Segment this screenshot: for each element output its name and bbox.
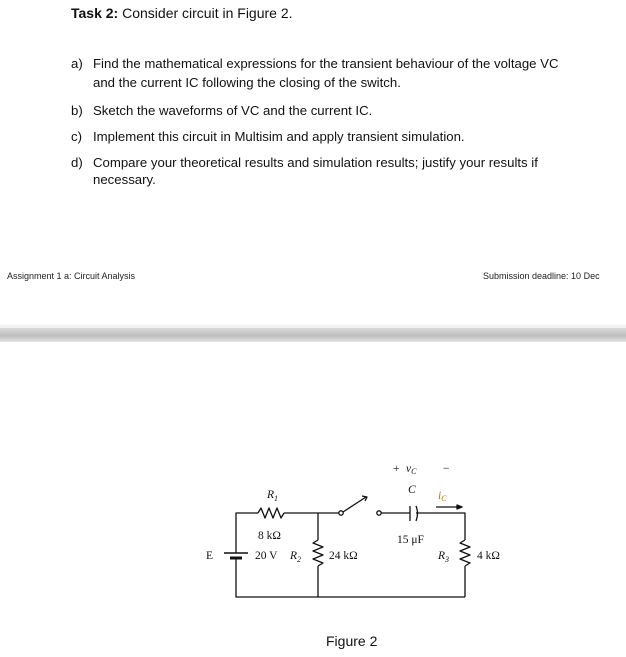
question-label: d) <box>71 155 83 170</box>
vc-plus: + <box>393 463 400 475</box>
r2-label: $R_2$ <box>290 550 302 564</box>
question-text-cont: and the current IC following the closing of the switch. <box>93 75 401 90</box>
question-label: a) <box>71 56 83 71</box>
task-label: Task 2: <box>71 5 119 21</box>
ic-label: iC <box>438 490 447 503</box>
source-value: 20 V <box>255 550 278 562</box>
footer-assignment: Assignment 1 a: Circuit Analysis <box>7 271 136 281</box>
wire <box>236 513 258 553</box>
figure-caption: Figure 2 <box>326 633 378 649</box>
question-label: b) <box>71 103 83 118</box>
r1-value: 8 kΩ <box>258 530 281 542</box>
capacitor-value: 15 μF <box>397 534 424 546</box>
question-text: Sketch the waveforms of VC and the current IC. <box>93 103 373 118</box>
resistor-r3-symbol <box>460 540 470 566</box>
task-text: Consider circuit in Figure 2. <box>122 5 293 21</box>
switch-blade <box>343 497 366 512</box>
r2-value: 24 kΩ <box>329 550 358 562</box>
wire <box>236 558 465 597</box>
source-label: E <box>206 550 214 562</box>
question-text: Find the mathematical expressions for the transient behaviour of the voltage VC <box>93 56 559 71</box>
r3-value: 4 kΩ <box>477 550 500 562</box>
r1-label: $R_1$ <box>267 489 279 503</box>
r3-label: $R_3$ <box>438 550 450 564</box>
resistor-r2-symbol <box>313 540 323 566</box>
switch-contact <box>377 511 381 515</box>
question-label: c) <box>71 129 82 144</box>
footer-deadline: Submission deadline: 10 Dec <box>483 271 600 281</box>
question-text-cont: necessary. <box>93 172 156 187</box>
question-text: Compare your theoretical results and simulation results; justify your results if <box>93 155 538 170</box>
vc-minus: − <box>443 463 450 475</box>
switch-contact <box>339 511 343 515</box>
vc-label: vC <box>406 463 417 476</box>
capacitor-label: C <box>408 484 416 496</box>
resistor-r1-symbol <box>258 508 284 518</box>
question-text: Implement this circuit in Multisim and apply transient simulation. <box>93 129 465 144</box>
current-arrowhead <box>457 505 462 509</box>
